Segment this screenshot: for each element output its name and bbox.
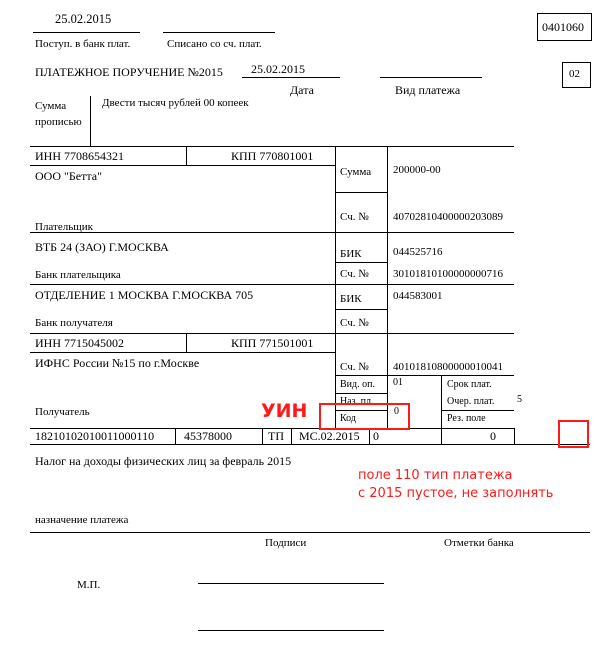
corr-account-label: Сч. № <box>340 268 369 280</box>
payer-bik: 044525716 <box>393 246 443 258</box>
bank-marks-label: Отметки банка <box>444 537 514 549</box>
bank-received-date: 25.02.2015 <box>55 12 112 26</box>
priority-label: Очер. плат. <box>447 396 495 407</box>
oktmo-value: 45378000 <box>184 429 232 443</box>
purpose-label: назначение платежа <box>35 514 129 526</box>
signatures-label: Подписи <box>265 537 307 549</box>
document-title: ПЛАТЕЖНОЕ ПОРУЧЕНИЕ №2015 <box>35 65 223 79</box>
field-110-note-line2: с 2015 пустое, не заполнять <box>358 486 554 501</box>
purpose-code-label: Наз. пл. <box>340 396 374 407</box>
bik-label: БИК <box>340 248 362 260</box>
stamp-label: М.П. <box>77 579 101 591</box>
status-code: 02 <box>569 68 580 80</box>
date-label: Дата <box>290 83 314 97</box>
payee-kpp: КПП 771501001 <box>231 336 314 350</box>
payer-inn: ИНН 7708654321 <box>35 149 124 163</box>
code-value: 0 <box>394 406 399 417</box>
term-label: Срок плат. <box>447 379 492 390</box>
code-label: Код <box>340 413 356 424</box>
payee-account: 40101810800000010041 <box>393 361 503 373</box>
payee-name: ИФНС России №15 по г.Москве <box>35 356 200 370</box>
form-code: 0401060 <box>542 20 584 34</box>
payer-bank-name: ВТБ 24 (ЗАО) Г.МОСКВА <box>35 240 169 254</box>
kbk-value: 18210102010011000110 <box>35 429 155 443</box>
op-type-value: 01 <box>393 377 403 388</box>
payment-type-label: Вид платежа <box>395 83 461 97</box>
amount-words-label-2: прописью <box>35 116 82 128</box>
sum-value: 200000-00 <box>393 164 441 176</box>
purpose-text: Налог на доходы физических лиц за февраль 2015 <box>35 454 292 468</box>
doc-date-value: 0 <box>490 429 496 443</box>
payee-label: Получатель <box>35 406 90 418</box>
uin-highlight-box <box>319 403 410 430</box>
bank-received-label: Поступ. в банк плат. <box>35 38 131 50</box>
amount-words-value: Двести тысяч рублей 00 копеек <box>102 97 249 109</box>
payee-account-label: Сч. № <box>340 361 369 373</box>
field-110-note-line1: поле 110 тип платежа <box>358 468 513 483</box>
payer-bank-label: Банк плательщика <box>35 269 121 281</box>
op-type-label: Вид. оп. <box>340 379 375 390</box>
doc-number-value: 0 <box>373 429 379 443</box>
document-date: 25.02.2015 <box>251 62 305 76</box>
sum-label: Сумма <box>340 166 372 178</box>
payee-bank-label: Банк получателя <box>35 317 113 329</box>
payer-name: ООО "Бетта" <box>35 169 102 183</box>
reserve-label: Рез. поле <box>447 413 486 424</box>
payee-inn: ИНН 7715045002 <box>35 336 124 350</box>
amount-words-label-1: Сумма <box>35 100 67 112</box>
debited-label: Списано со сч. плат. <box>167 38 262 50</box>
account-label: Сч. № <box>340 211 369 223</box>
payee-bik: 044583001 <box>393 290 443 302</box>
payer-label: Плательщик <box>35 221 93 233</box>
tax-period-value: МС.02.2015 <box>299 429 360 443</box>
uin-annotation: УИН <box>261 400 308 422</box>
payee-bank-name: ОТДЕЛЕНИЕ 1 МОСКВА Г.МОСКВА 705 <box>35 288 254 302</box>
payer-corr-account: 30101810100000000716 <box>393 268 503 280</box>
bik2-label: БИК <box>340 293 362 305</box>
field-110-highlight-box <box>558 420 589 448</box>
payer-kpp: КПП 770801001 <box>231 149 314 163</box>
payer-account: 40702810400000203089 <box>393 211 503 223</box>
tax-basis-value: ТП <box>268 429 284 443</box>
payee-corr-account-label: Сч. № <box>340 317 369 329</box>
priority-value: 5 <box>517 394 522 405</box>
